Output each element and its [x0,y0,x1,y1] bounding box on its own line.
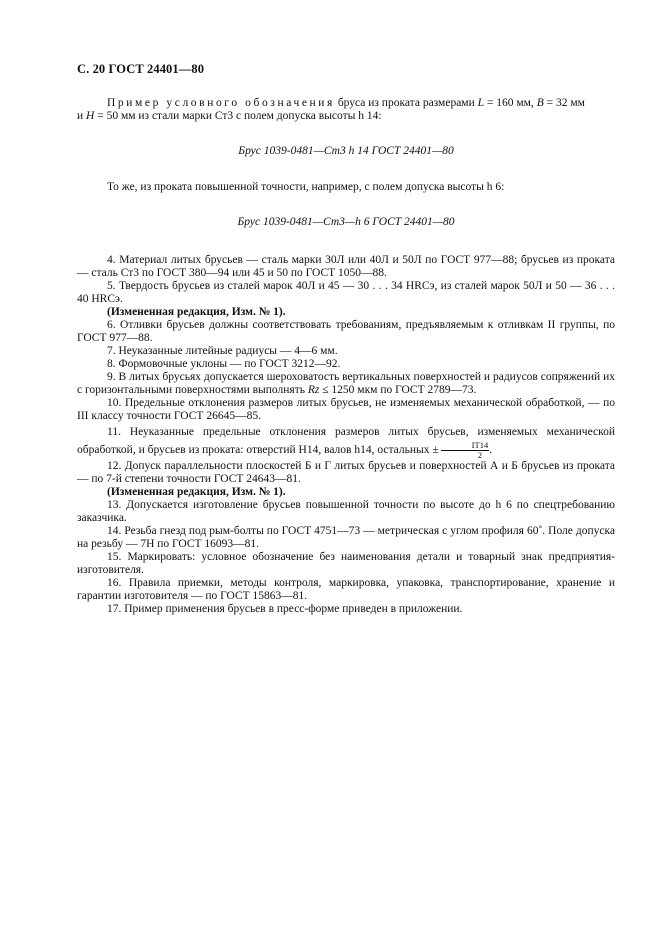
page-header: С. 20 ГОСТ 24401—80 [77,62,205,76]
item-11-end: . [489,444,493,457]
example-text: бруса из проката размерами [334,97,478,109]
amendment-note-2: (Измененная редакция, Изм. № 1). [107,486,286,498]
item-10: 10. Предельные отклонения размеров литых брусьев, не изменяемых механической обработкой, — по III классу точности ГОСТ 26645—85. [77,397,615,422]
item-13: 13. Допускается изготовление брусьев повышенной точности по высоте до h 6 по спецтребованию заказчика. [77,499,615,524]
item-14: 14. Резьба гнезд под рым-болты по ГОСТ 4751—73 — метрическая с углом профиля 60˚. Поле допуска на резьбу — 7Н по ГОСТ 16093—81. [77,525,615,550]
example-line2-start: и [77,110,87,122]
var-H-value: = 50 мм из стали марки Ст3 с полем допуска высоты h 14: [94,110,382,122]
fraction-numerator: IT14 [441,441,490,451]
fraction-denominator: 2 [477,450,483,460]
item-9-end: ≤ 1250 мкм по ГОСТ 2789—73. [319,384,477,396]
designation-formula-2: Брус 1039-0481—Ст3—h 6 ГОСТ 24401—80 [237,216,455,228]
item-11 [77,423,615,460]
var-B-value: = 32 мм [543,97,585,109]
item-9-text: 9. В литых брусьях допускается шероховатость вертикальных поверхностей и радиусов сопряжений их с горизонтальными поверхностями выполнять [77,371,615,396]
var-B: B [536,97,544,109]
item-8: 8. Формовочные уклоны — по ГОСТ 3212—92. [107,358,341,370]
item-7: 7. Неуказанные литейные радиусы — 4—6 мм. [107,345,338,357]
item-12: 12. Допуск параллельности плоскостей Б и Г литых брусьев и поверхностей А и Б брусьев из проката — по 7-й степени точности ГОСТ 24643—81. [77,460,615,485]
example-paragraph [77,97,615,123]
item-17: 17. Пример применения брусьев в пресс-форме приведен в приложении. [107,603,463,615]
var-H: H [86,110,95,122]
item-4: 4. Материал литых брусьев — сталь марки 30Л или 40Л и 50Л по ГОСТ 977—88; брусьев из проката — сталь Ст3 по ГОСТ 380—94 или 45 и 50 по ГОСТ 1050—88. [77,254,615,279]
item-16: 16. Правила приемки, методы контроля, маркировка, упаковка, транспортирование, хранение и гарантии изготовителя — по ГОСТ 15863—81. [77,577,615,602]
amendment-note-1: (Измененная редакция, Изм. № 1). [107,306,286,318]
item-9-rz: Rz [307,384,320,396]
fraction-it14 [441,440,493,460]
item-15: 15. Маркировать: условное обозначение без наименования детали и товарный знак предприятия-изготовителя. [77,551,615,576]
var-L-value: = 160 мм, [484,97,537,109]
same-paragraph: То же, из проката повышенной точности, например, с полем допуска высоты h 6: [107,181,505,193]
example-lead: Пример условного обозначения [107,97,335,109]
item-5: 5. Твердость брусьев из сталей марок 40Л и 45 — 30 . . . 34 HRCэ, из сталей марок 50Л и 50 — 36 . . . 40 HRCэ. [77,280,615,305]
item-9 [77,371,615,397]
designation-formula-1: Брус 1039-0481—Ст3 h 14 ГОСТ 24401—80 [238,145,454,157]
document-page [77,62,615,616]
item-11-text: 11. Неуказанные предельные отклонения размеров литых брусьев, изменяемых механической обработкой, и брусьев из проката: отверстий Н14, валов h14, остальных ± [77,426,615,457]
var-L: L [477,97,485,109]
item-6: 6. Отливки брусьев должны соответствовать требованиям, предъявляемым к отливкам II группы, по ГОСТ 977—88. [77,319,615,344]
